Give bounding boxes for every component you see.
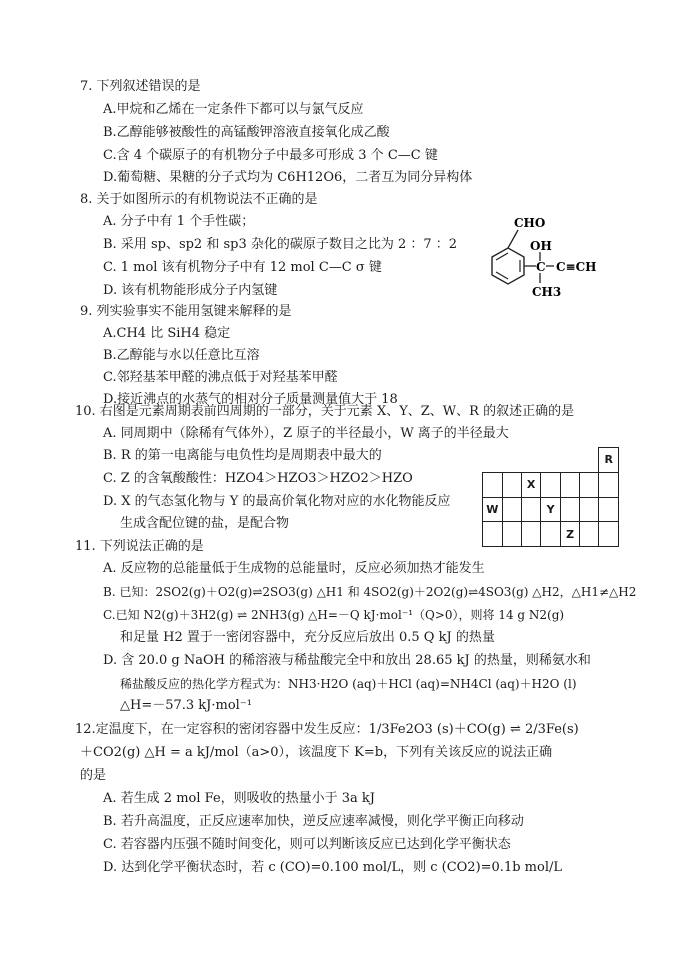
q8-option-a: A. 分子中有 1 个手性碳；: [103, 214, 255, 229]
q12-option-d: D. 达到化学平衡状态时，若 c (CO)=0.100 mol/L，则 c (CO2)=0.1b mol/L: [103, 860, 562, 875]
q11-option-a: A. 反应物的总能量低于生成物的总能量时，反应必须加热才能发生: [103, 561, 485, 576]
q7-stem: 7. 下列叙述错误的是: [80, 79, 201, 94]
molecule-structure-diagram: [468, 212, 608, 307]
cell-w: W: [483, 497, 503, 522]
periodic-table-fragment: [482, 447, 619, 547]
cell-z: Z: [560, 522, 579, 547]
q9-option-a: A.CH4 比 SiH4 稳定: [103, 326, 231, 341]
q11-option-c-cont: 和足量 H2 置于一密闭容器中，充分反应后放出 0.5 Q kJ 的热量: [120, 630, 495, 645]
q11-option-c: C.已知 N2(g)＋3H2(g) ⇌ 2NH3(g) △H=－Q kJ·mol⁻¹（Q>0），则将 14 g N2(g): [103, 608, 565, 622]
q12-option-a: A. 若生成 2 mol Fe，则吸收的热量小于 3a kJ: [103, 791, 376, 806]
q12-stem-cont: ＋CO2(g) △H = a kJ/mol（a>0），该温度下 K=b，下列有关该反应的说法正确: [80, 745, 553, 760]
q11-option-d-cont2: △H=－57.3 kJ·mol⁻¹: [120, 698, 252, 713]
q7-option-d: D.葡萄糖、果糖的分子式均为 C6H12O6，二者互为同分异构体: [103, 170, 473, 185]
bond-to-cho: [508, 230, 518, 248]
q11-option-d: D. 含 20.0 g NaOH 的稀溶液与稀盐酸完全中和放出 28.65 kJ 的热量，则稀氨水和: [103, 653, 591, 668]
cell-r: R: [599, 448, 619, 473]
q8-option-c: C. 1 mol 该有机物分子中有 12 mol C—C σ 键: [103, 260, 382, 275]
q10-option-d-cont: 生成含配位键的盐，是配合物: [120, 516, 290, 531]
q10-option-a: A. 同周期中（除稀有气体外），Z 原子的半径最小，W 离子的半径最大: [103, 426, 509, 441]
q7-option-a: A.甲烷和乙烯在一定条件下都可以与氯气反应: [103, 102, 364, 117]
q10-option-c: C. Z 的含氧酸酸性：HZO4＞HZO3＞HZO2＞HZO: [103, 471, 413, 486]
q10-option-d: D. X 的气态氢化物与 Y 的最高价氧化物对应的水化物能反应: [103, 494, 451, 509]
cell-x: X: [521, 472, 541, 497]
q11-stem: 11. 下列说法正确的是: [75, 539, 204, 554]
q9-option-c: C.邻羟基苯甲醛的沸点低于对羟基苯甲醛: [103, 370, 338, 385]
q11-option-d-cont: 稀盐酸反应的热化学方程式为：NH3·H2O (aq)＋HCl (aq)=NH4Cl (aq)＋H2O (l): [120, 677, 577, 691]
q8-option-b: B. 采用 sp、sp2 和 sp3 杂化的碳原子数目之比为 2 ：7 ：2: [103, 237, 458, 252]
chiral-carbon-label: C: [536, 260, 546, 274]
q9-option-b: B.乙醇能与水以任意比互溶: [103, 348, 260, 363]
q12-option-b: B. 若升高温度，正反应速率加快，逆反应速率减慢，则化学平衡正向移动: [103, 814, 524, 829]
q10-option-b: B. R 的第一电离能与电负性均是周期表中最大的: [103, 448, 382, 463]
q7-option-b: B.乙醇能够被酸性的高锰酸钾溶液直接氧化成乙酸: [103, 125, 390, 140]
q7-option-c: C.含 4 个碳原子的有机物分子中最多可形成 3 个 C—C 键: [103, 148, 438, 163]
ch3-label: CH3: [532, 285, 562, 299]
q8-option-d: D. 该有机物能形成分子内氢键: [103, 283, 278, 298]
cell-y: Y: [541, 497, 560, 522]
q12-stem-cont2: 的是: [80, 768, 107, 783]
q12-stem: 12.定温度下，在一定容积的密闭容器中发生反应：1/3Fe2O3 (s)＋CO(g) ⇌ 2/3Fe(s): [75, 722, 579, 737]
q11-option-b: B. 已知：2SO2(g)＋O2(g)⇌2SO3(g) △H1 和 4SO2(g)＋2O2(g)⇌4SO3(g) △H2，△H1≠△H2: [103, 585, 637, 599]
cho-label: CHO: [514, 216, 546, 230]
alkyne-label: C≡CH: [556, 260, 597, 274]
q9-stem: 9. 列实验事实不能用氢键来解释的是: [80, 304, 292, 319]
q9-option-d: D.接近沸点的水蒸气的相对分子质量测量值大于 18: [103, 392, 398, 407]
q8-stem: 8. 关于如图所示的有机物说法不正确的是: [80, 192, 318, 207]
oh-label: OH: [530, 239, 552, 253]
q12-option-c: C. 若容器内压强不随时间变化，则可以判断该反应已达到化学平衡状态: [103, 837, 511, 852]
q10-stem: 10. 右图是元素周期表前四周期的一部分，关于元素 X、Y、Z、W、R 的叙述正确的是: [75, 404, 575, 419]
